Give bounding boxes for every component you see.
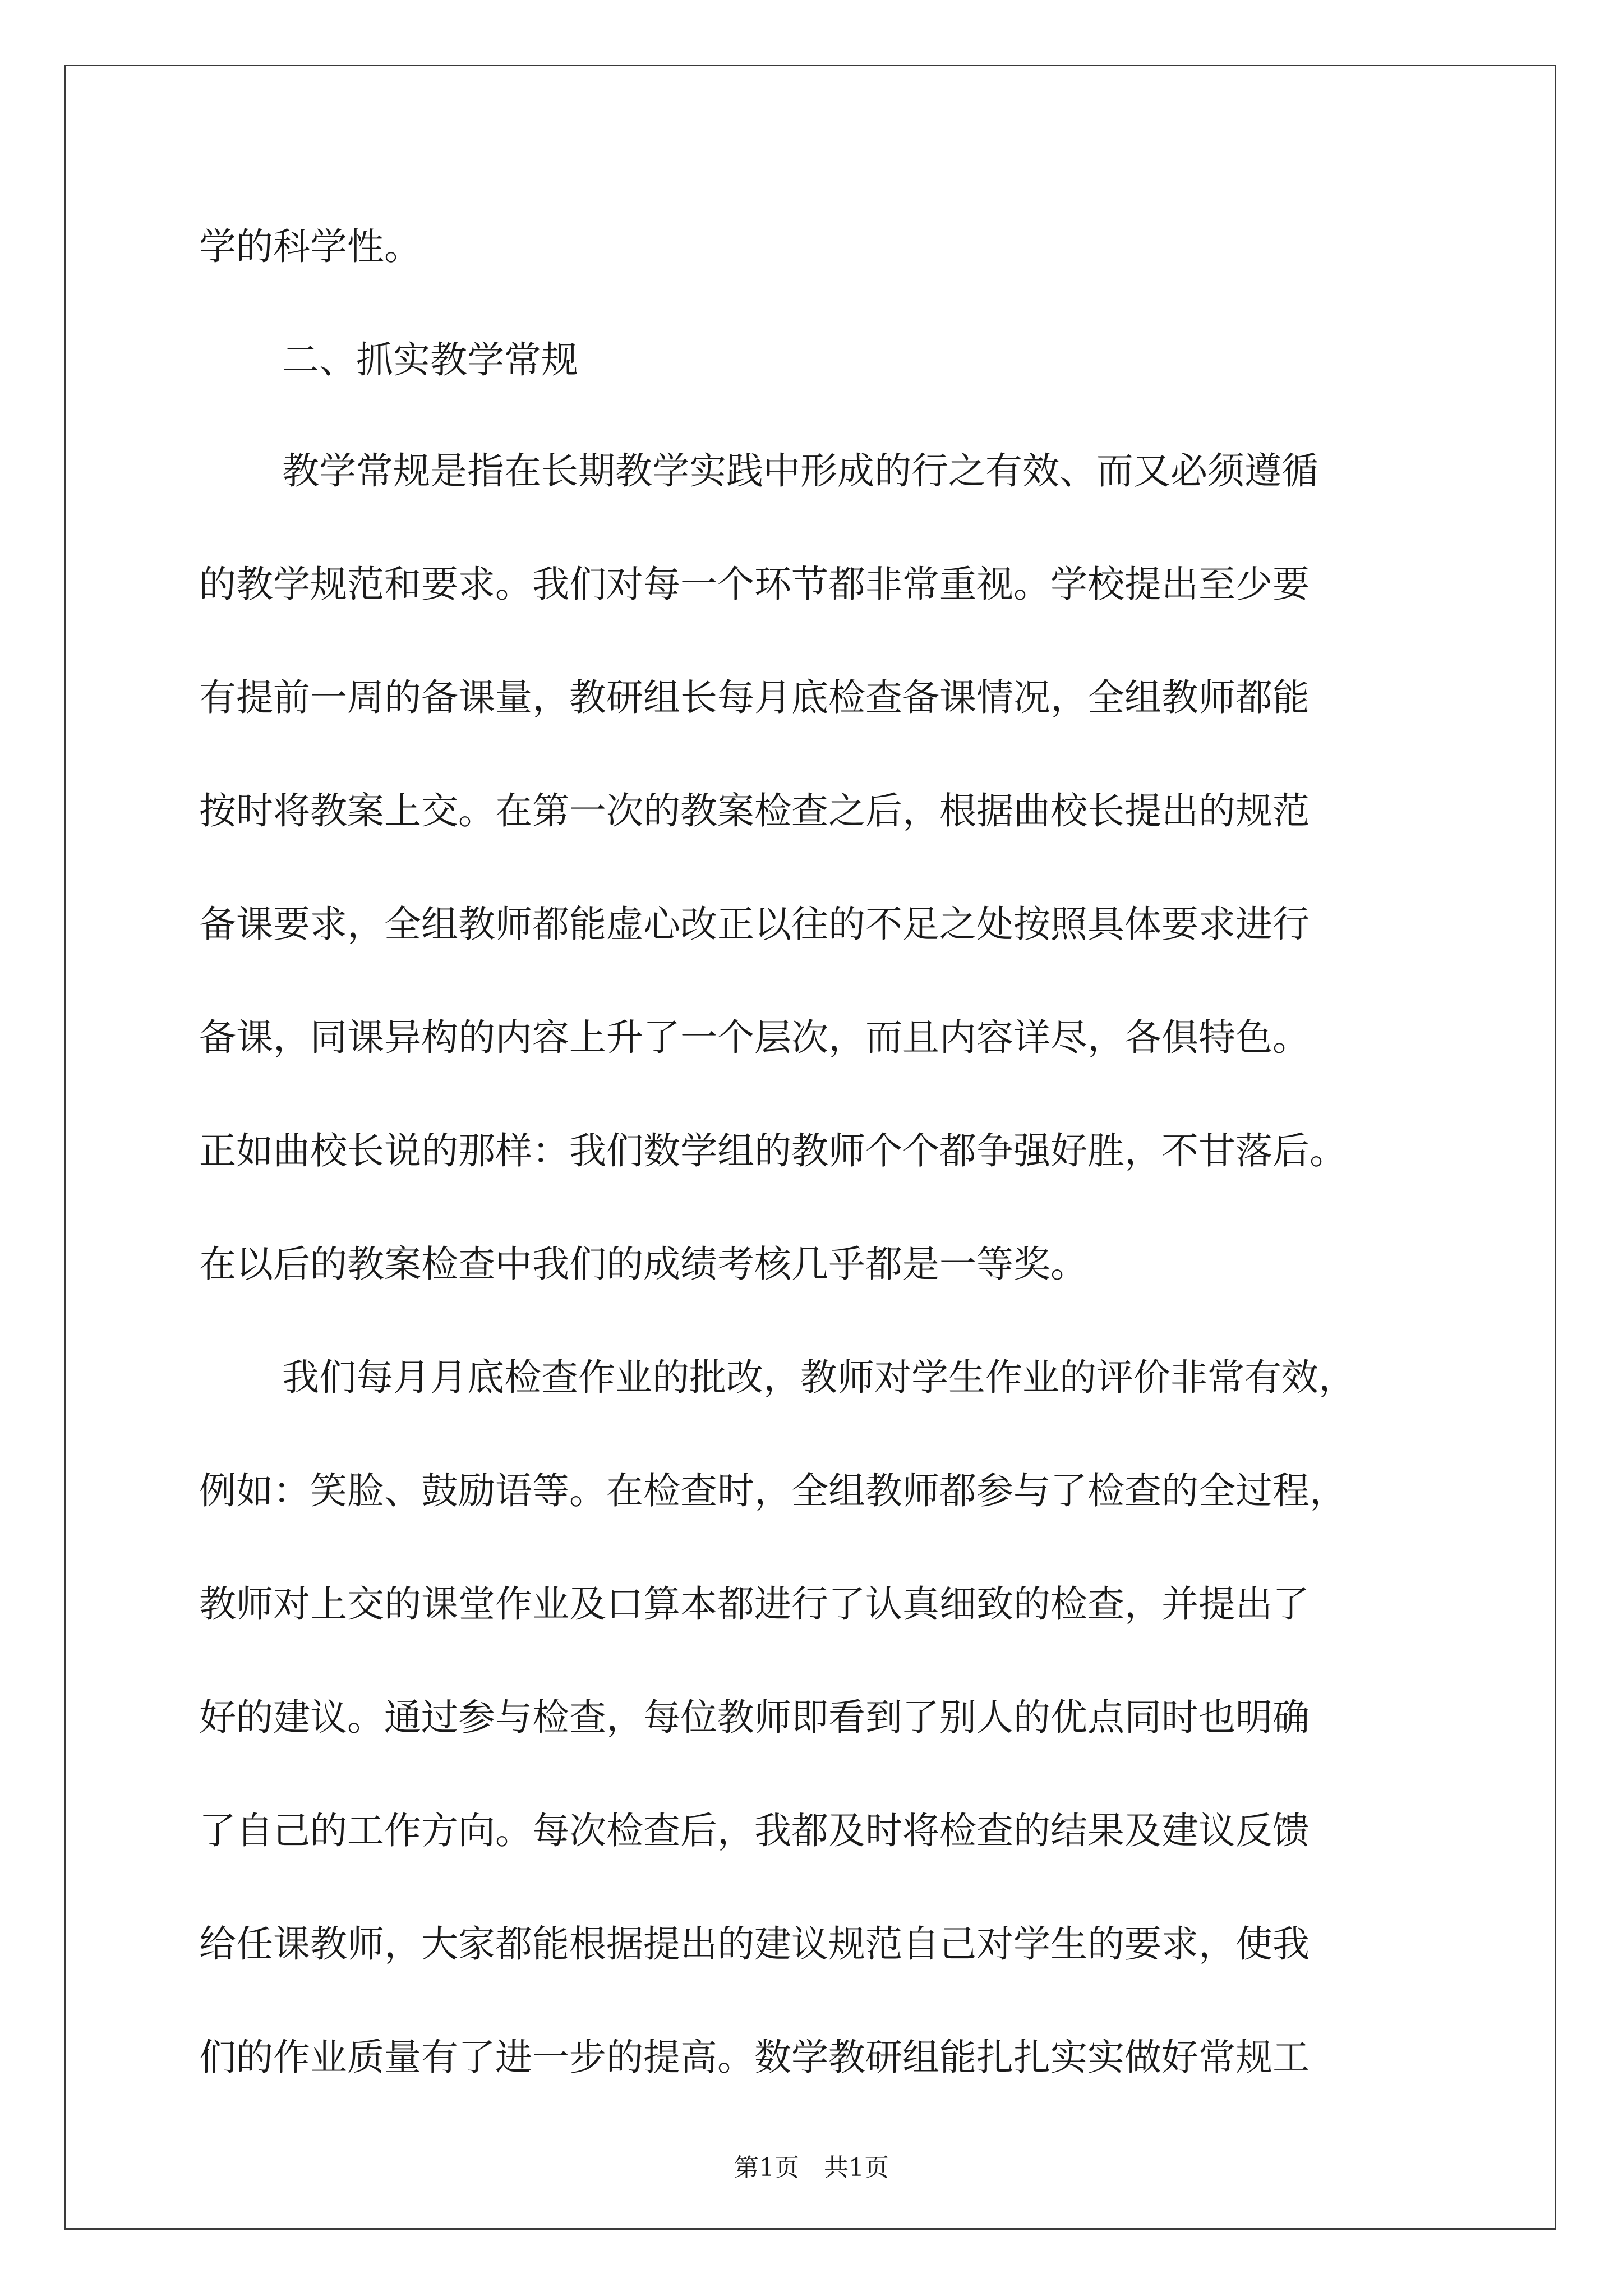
text-line: 的教学规范和要求。我们对每一个环节都非常重视。学校提出至少要 — [199, 563, 1310, 606]
text-line: 好的建议。通过参与检查，每位教师即看到了别人的优点同时也明确 — [199, 1696, 1310, 1739]
text-line: 教学常规是指在长期教学实践中形成的行之有效、而又必须遵循 — [282, 449, 1318, 493]
text-line: 按时将教案上交。在第一次的教案检查之后，根据曲校长提出的规范 — [199, 789, 1310, 832]
text-line: 给任课教师，大家都能根据提出的建议规范自己对学生的要求，使我 — [199, 1922, 1310, 1966]
text-line: 例如：笑脸、鼓励语等。在检查时，全组教师都参与了检查的全过程， — [199, 1469, 1347, 1512]
text-line: 教师对上交的课堂作业及口算本都进行了认真细致的检查，并提出了 — [199, 1582, 1310, 1626]
section-heading: 二、抓实教学常规 — [282, 338, 578, 381]
text-line: 备课要求，全组教师都能虚心改正以往的不足之处按照具体要求进行 — [199, 903, 1310, 946]
text-line: 有提前一周的备课量，教研组长每月底检查备课情况，全组教师都能 — [199, 676, 1310, 719]
page-number-footer: 第1页 共1页 — [734, 2154, 889, 2182]
text-line: 在以后的教案检查中我们的成绩考核几乎都是一等奖。 — [199, 1243, 1087, 1286]
text-line: 们的作业质量有了进一步的提高。数学教研组能扎扎实实做好常规工 — [199, 2036, 1310, 2079]
text-line: 学的科学性。 — [199, 225, 421, 268]
text-line: 我们每月月底检查作业的批改，教师对学生作业的评价非常有效， — [282, 1356, 1355, 1399]
text-line: 正如曲校长说的那样：我们数学组的教师个个都争强好胜，不甘落后。 — [199, 1129, 1347, 1172]
text-line: 备课，同课异构的内容上升了一个层次，而且内容详尽，各俱特色。 — [199, 1016, 1310, 1059]
text-line: 了自己的工作方向。每次检查后，我都及时将检查的结果及建议反馈 — [199, 1809, 1310, 1852]
